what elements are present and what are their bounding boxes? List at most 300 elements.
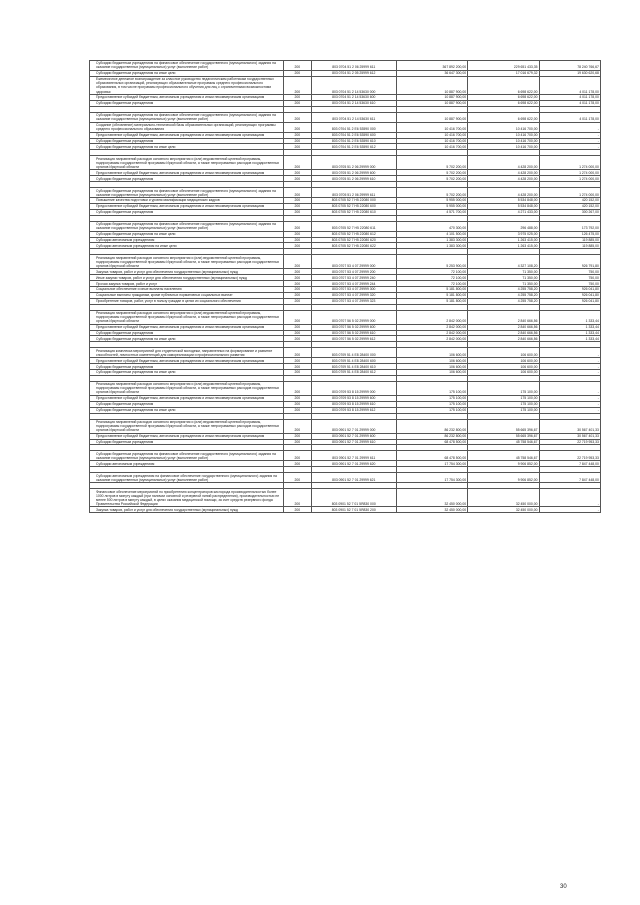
budget-classification-code-cell: 803 0704 51 2 Е6 53590 612 (311, 144, 396, 150)
expense-name-cell: Финансовое обеспечение мероприятий по приобретению концентраторов кислорода производительностью более 1000 литров в минуту каждый (при наличии основной и резервной линий распределения), производительностью не менее 500 литров в минуту каждый, в целях оказания медицинской помощи, за счет средств резервного фонда Правительства Российской Федерации (90, 489, 284, 507)
budget-classification-code-cell: 803 0709 53 8 15 29999 000 (311, 381, 396, 395)
expense-name-cell: Субсидии автономным учреждениям на финансовое обеспечение государственного (муниципального) задания на оказание государственных (муниципальных) услуг (выполнение работ) (90, 473, 284, 483)
line-code-cell: 200 (284, 330, 311, 336)
approved-appropriations-cell: 5 702 200,00 (396, 176, 467, 182)
approved-appropriations-cell: 10 887 900,00 (396, 112, 467, 122)
approved-appropriations-cell: 470 300,00 (396, 221, 467, 231)
line-code-cell: 200 (284, 243, 311, 249)
unexecuted-appropriations-cell: 78 240 766,67 (539, 61, 600, 71)
expense-name-cell: Субсидии автономным учреждениям на иные цели (90, 243, 284, 249)
line-code-cell: 200 (284, 336, 311, 342)
line-code-cell: 200 (284, 310, 311, 324)
line-code-cell: 200 (284, 364, 311, 370)
expense-name-cell: Субсидии бюджетным учреждениям (90, 330, 284, 336)
expense-name-cell: Субсидии автономным учреждениям (90, 461, 284, 467)
budget-classification-code-cell: 803 0901 52 7 01 29999 600 (311, 433, 396, 439)
table-row (90, 381, 601, 395)
executed-amount-cell: 4 255 758,20 (468, 287, 539, 293)
executed-amount-cell: 4 428 200,00 (468, 188, 539, 198)
line-code-cell: 200 (284, 281, 311, 287)
budget-classification-code-cell: 803 0901 52 7 01 5Я830 200 (311, 507, 396, 513)
table-row (90, 156, 601, 170)
budget-classification-code-cell: 803 0709 51 4 Е8 28400 000 (311, 348, 396, 358)
unexecuted-appropriations-cell: 4 011 178,00 (539, 76, 600, 94)
unexecuted-appropriations-cell: - (539, 489, 600, 507)
approved-appropriations-cell: 5 955 000,00 (396, 203, 467, 209)
executed-amount-cell: 4 428 200,00 (468, 156, 539, 170)
unexecuted-appropriations-cell: 1 274 000,00 (539, 188, 600, 198)
budget-classification-code-cell: 803 0705 52 7 Н5 22080 620 (311, 237, 396, 243)
approved-appropriations-cell: 5 702 200,00 (396, 170, 467, 176)
unexecuted-appropriations-cell: 750,00 (539, 269, 600, 275)
approved-appropriations-cell: 17 754 300,00 (396, 473, 467, 483)
budget-classification-code-cell: 803 0704 51 2 14 53630 000 (311, 76, 396, 94)
unexecuted-appropriations-cell: 1 333,44 (539, 324, 600, 330)
unexecuted-appropriations-cell: 750,00 (539, 275, 600, 281)
line-code-cell: 200 (284, 70, 311, 76)
approved-appropriations-cell: 2 842 000,00 (396, 310, 467, 324)
unexecuted-appropriations-cell: 420 152,00 (539, 203, 600, 209)
approved-appropriations-cell: 10 887 900,00 (396, 76, 467, 94)
expense-name-cell: Реализация направлений расходов основного мероприятия и (или) ведомственной целевой программы, подпрограммы государственной программы Иркутской области, а также непрограммных расходов государственных органов Иркутской области (90, 310, 284, 324)
line-code-cell: 200 (284, 221, 311, 231)
approved-appropriations-cell: 10 887 900,00 (396, 95, 467, 101)
budget-classification-code-cell: 803 0707 56 5 02 29999 612 (311, 336, 396, 342)
executed-amount-cell: 32 450 000,00 (468, 507, 539, 513)
approved-appropriations-cell: 106 600,00 (396, 358, 467, 364)
expense-name-cell: Субсидии бюджетным учреждениям на иные цели (90, 336, 284, 342)
budget-classification-code-cell: 803 0707 56 5 02 29999 600 (311, 324, 396, 330)
approved-appropriations-cell: 2 842 000,00 (396, 330, 467, 336)
table-row (90, 122, 601, 132)
approved-appropriations-cell: 10 887 900,00 (396, 100, 467, 106)
budget-classification-code-cell: 803 0704 51 2 14 53630 610 (311, 100, 396, 106)
expense-name-cell: Субсидии бюджетным учреждениям (90, 439, 284, 445)
unexecuted-appropriations-cell: - (539, 370, 600, 376)
approved-appropriations-cell: 32 450 000,00 (396, 507, 467, 513)
line-code-cell: 200 (284, 275, 311, 281)
approved-appropriations-cell: 86 232 800,00 (396, 419, 467, 433)
line-code-cell: 200 (284, 439, 311, 445)
expense-name-cell: Предоставление субсидий бюджетным, автономным учреждениям и иным некоммерческим организациям (90, 358, 284, 364)
line-code-cell: 200 (284, 198, 311, 204)
unexecuted-appropriations-cell: 4 011 178,00 (539, 112, 600, 122)
unexecuted-appropriations-cell: 1 274 000,00 (539, 170, 600, 176)
table-row (90, 489, 601, 507)
executed-amount-cell: 1 263 415,00 (468, 237, 539, 243)
table-body (90, 61, 601, 513)
unexecuted-appropriations-cell: 30 567 401,33 (539, 433, 600, 439)
executed-amount-cell: 45 758 546,67 (468, 451, 539, 461)
line-code-cell: 200 (284, 473, 311, 483)
expense-name-cell: Реализация направлений расходов основного мероприятия и (или) ведомственной целевой программы, подпрограммы государственной программы Иркутской области, а также непрограммных расходов государственных органов Иркутской области (90, 419, 284, 433)
executed-amount-cell: 9 906 852,00 (468, 473, 539, 483)
budget-classification-code-cell: 803 0707 53 4 07 29999 000 (311, 255, 396, 269)
expense-name-cell: Ежемесячное денежное вознаграждение за классное руководство педагогическим работникам государственных образовательных организаций, реализующих образовательные программы среднего профессионального образования, в том числе программы профессионального обучения для лиц с ограниченными возможностями здоровья (90, 76, 284, 94)
line-code-cell: 200 (284, 370, 311, 376)
unexecuted-appropriations-cell: 926 041,80 (539, 287, 600, 293)
unexecuted-appropriations-cell: 1 274 000,00 (539, 156, 600, 170)
unexecuted-appropriations-cell: - (539, 381, 600, 395)
approved-appropriations-cell: 175 100,00 (396, 395, 467, 401)
expense-name-cell: Предоставление субсидий бюджетным, автономным учреждениям и иным некоммерческим организациям (90, 324, 284, 330)
unexecuted-appropriations-cell: 420 152,00 (539, 198, 600, 204)
executed-amount-cell: 3 975 025,00 (468, 231, 539, 237)
line-code-cell: 200 (284, 287, 311, 293)
expense-name-cell: Субсидии бюджетным учреждениям на финансовое обеспечение государственного (муниципального) задания на оказание государственных (муниципальных) услуг (выполнение работ) (90, 112, 284, 122)
approved-appropriations-cell: 72 100,00 (396, 281, 467, 287)
executed-amount-cell: 175 100,00 (468, 381, 539, 395)
expense-name-cell: Закупка товаров, работ и услуг для обеспечения государственных (муниципальных) нужд (90, 507, 284, 513)
unexecuted-appropriations-cell: - (539, 401, 600, 407)
line-code-cell: 200 (284, 324, 311, 330)
unexecuted-appropriations-cell: - (539, 138, 600, 144)
approved-appropriations-cell: 10 416 700,00 (396, 122, 467, 132)
executed-amount-cell: 106 600,00 (468, 358, 539, 364)
executed-amount-cell: 32 450 000,00 (468, 489, 539, 507)
unexecuted-appropriations-cell: 7 847 448,00 (539, 473, 600, 483)
approved-appropriations-cell: 72 100,00 (396, 275, 467, 281)
approved-appropriations-cell: 5 702 200,00 (396, 188, 467, 198)
line-code-cell: 200 (284, 132, 311, 138)
expense-name-cell: Субсидии бюджетным учреждениям (90, 364, 284, 370)
unexecuted-appropriations-cell: 19 630 620,68 (539, 70, 600, 76)
table-row (90, 255, 601, 269)
executed-amount-cell: 5 534 848,00 (468, 203, 539, 209)
executed-amount-cell: 2 840 666,56 (468, 324, 539, 330)
unexecuted-appropriations-cell: 300 267,00 (539, 209, 600, 215)
expense-name-cell: Закупка товаров, работ и услуг для обеспечения государственных (муниципальных) нужд (90, 269, 284, 275)
unexecuted-appropriations-cell: 4 011 178,00 (539, 95, 600, 101)
executed-amount-cell: 4 428 200,00 (468, 170, 539, 176)
expense-name-cell: Прочая закупка товаров, работ и услуг (90, 281, 284, 287)
unexecuted-appropriations-cell: - (539, 348, 600, 358)
executed-amount-cell: 106 600,00 (468, 348, 539, 358)
expense-name-cell: Субсидии бюджетным учреждениям (90, 138, 284, 144)
budget-classification-code-cell: 803 0707 53 4 07 29999 200 (311, 269, 396, 275)
line-code-cell: 200 (284, 401, 311, 407)
approved-appropriations-cell: 5 955 000,00 (396, 198, 467, 204)
executed-amount-cell: 71 350,00 (468, 281, 539, 287)
executed-amount-cell: 4 255 758,20 (468, 292, 539, 298)
budget-classification-code-cell: 803 0707 53 4 07 29999 320 (311, 292, 396, 298)
budget-classification-code-cell: 803 0709 53 8 15 29999 612 (311, 407, 396, 413)
expense-name-cell: Реализация комплекса мероприятий для студенческой молодежи, направленных на формирование и развитие способностей, личностных компетенций для самореализации и профессионального развития (90, 348, 284, 358)
executed-amount-cell: 175 100,00 (468, 407, 539, 413)
table-row (90, 473, 601, 483)
line-code-cell: 200 (284, 381, 311, 395)
line-code-cell: 200 (284, 395, 311, 401)
line-code-cell: 200 (284, 95, 311, 101)
budget-classification-code-cell: 803 0707 53 4 07 29999 323 (311, 298, 396, 304)
unexecuted-appropriations-cell: - (539, 364, 600, 370)
line-code-cell: 200 (284, 489, 311, 507)
budget-classification-code-cell: 803 0709 51 4 Е8 28400 600 (311, 358, 396, 364)
table-row (90, 310, 601, 324)
budget-classification-code-cell: 803 0705 52 7 Н5 22080 600 (311, 203, 396, 209)
unexecuted-appropriations-cell: - (539, 507, 600, 513)
executed-amount-cell: 4 271 433,00 (468, 209, 539, 215)
unexecuted-appropriations-cell: 22 719 953,33 (539, 451, 600, 461)
approved-appropriations-cell: 10 416 700,00 (396, 138, 467, 144)
expense-name-cell: Субсидии бюджетным учреждениям (90, 209, 284, 215)
line-code-cell: 200 (284, 112, 311, 122)
approved-appropriations-cell: 175 100,00 (396, 401, 467, 407)
budget-classification-code-cell: 803 0901 52 7 01 29999 000 (311, 419, 396, 433)
executed-amount-cell: 175 100,00 (468, 401, 539, 407)
expense-name-cell: Предоставление субсидий бюджетным, автономным учреждениям и иным некоммерческим организациям (90, 433, 284, 439)
budget-classification-code-cell: 803 0901 52 7 01 29999 611 (311, 451, 396, 461)
budget-classification-code-cell: 803 0705 51 2 06 29999 000 (311, 156, 396, 170)
budget-classification-code-cell: 803 0709 51 4 Е8 28400 612 (311, 370, 396, 376)
approved-appropriations-cell: 68 478 500,00 (396, 439, 467, 445)
unexecuted-appropriations-cell: 22 719 953,33 (539, 439, 600, 445)
line-code-cell: 200 (284, 348, 311, 358)
approved-appropriations-cell: 4 571 700,00 (396, 209, 467, 215)
expense-name-cell: Повышение качества подготовки и уровня квалификации медицинских кадров (90, 198, 284, 204)
budget-classification-code-cell: 803 0705 52 7 Н5 22080 622 (311, 243, 396, 249)
approved-appropriations-cell: 1 383 300,00 (396, 243, 467, 249)
unexecuted-appropriations-cell: 126 475,00 (539, 231, 600, 237)
line-code-cell: 200 (284, 358, 311, 364)
unexecuted-appropriations-cell: 119 885,00 (539, 243, 600, 249)
expense-name-cell: Предоставление субсидий бюджетным, автономным учреждениям и иным некоммерческим организациям (90, 395, 284, 401)
budget-classification-code-cell: 803 0709 53 8 15 29999 610 (311, 401, 396, 407)
line-code-cell: 200 (284, 269, 311, 275)
executed-amount-cell: 5 534 848,00 (468, 198, 539, 204)
budget-report-sheet (89, 60, 599, 513)
expense-name-cell: Предоставление субсидий бюджетным, автономным учреждениям и иным некоммерческим организациям (90, 95, 284, 101)
executed-amount-cell: 2 840 666,56 (468, 310, 539, 324)
approved-appropriations-cell: 5 702 200,00 (396, 156, 467, 170)
budget-classification-code-cell: 803 0709 53 8 15 29999 600 (311, 395, 396, 401)
line-code-cell: 200 (284, 100, 311, 106)
line-code-cell: 200 (284, 209, 311, 215)
expense-name-cell: Субсидии бюджетным учреждениям на финансовое обеспечение государственного (муниципального) задания на оказание государственных (муниципальных) услуг (выполнение работ) (90, 61, 284, 71)
table-row (90, 76, 601, 94)
expense-name-cell: Субсидии бюджетным учреждениям на финансовое обеспечение государственного (муниципального) задания на оказание государственных (муниципальных) услуг (выполнение работ) (90, 221, 284, 231)
page-number: 30 (560, 884, 567, 890)
approved-appropriations-cell: 175 100,00 (396, 381, 467, 395)
approved-appropriations-cell: 2 842 000,00 (396, 336, 467, 342)
expense-name-cell: Субсидии бюджетным учреждениям на финансовое обеспечение государственного (муниципального) задания на оказание государственных (муниципальных) услуг (выполнение работ) (90, 451, 284, 461)
line-code-cell: 200 (284, 292, 311, 298)
unexecuted-appropriations-cell: 30 567 401,33 (539, 419, 600, 433)
executed-amount-cell: 10 416 700,00 (468, 132, 539, 138)
budget-classification-code-cell: 803 0901 52 7 01 29999 620 (311, 461, 396, 467)
executed-amount-cell: 296 488,00 (468, 221, 539, 231)
unexecuted-appropriations-cell: 1 274 000,00 (539, 176, 600, 182)
expense-name-cell: Предоставление субсидий бюджетным, автономным учреждениям и иным некоммерческим организациям (90, 132, 284, 138)
executed-amount-cell: 55 665 396,67 (468, 433, 539, 439)
approved-appropriations-cell: 72 100,00 (396, 269, 467, 275)
budget-classification-code-cell: 803 0705 51 2 06 29999 600 (311, 170, 396, 176)
line-code-cell: 200 (284, 203, 311, 209)
line-code-cell: 200 (284, 507, 311, 513)
line-code-cell: 200 (284, 255, 311, 269)
executed-amount-cell: 4 255 758,20 (468, 298, 539, 304)
budget-classification-code-cell: 803 0707 56 5 02 29999 610 (311, 330, 396, 336)
budget-execution-table (89, 60, 601, 513)
approved-appropriations-cell: 5 253 900,00 (396, 255, 467, 269)
expense-name-cell: Субсидии бюджетным учреждениям (90, 100, 284, 106)
line-code-cell: 200 (284, 188, 311, 198)
approved-appropriations-cell: 106 600,00 (396, 364, 467, 370)
approved-appropriations-cell: 5 181 800,00 (396, 298, 467, 304)
budget-classification-code-cell: 803 0705 52 7 Н5 22080 612 (311, 231, 396, 237)
executed-amount-cell: 45 758 546,67 (468, 439, 539, 445)
expense-name-cell: Субсидии бюджетным учреждениям (90, 176, 284, 182)
budget-classification-code-cell: 803 0704 51 2 14 53630 600 (311, 95, 396, 101)
line-code-cell: 200 (284, 231, 311, 237)
approved-appropriations-cell: 106 600,00 (396, 348, 467, 358)
approved-appropriations-cell: 68 478 500,00 (396, 451, 467, 461)
budget-classification-code-cell: 803 0704 51 2 Е6 53590 600 (311, 132, 396, 138)
approved-appropriations-cell: 36 647 300,00 (396, 70, 467, 76)
approved-appropriations-cell: 2 842 000,00 (396, 324, 467, 330)
executed-amount-cell: 10 416 700,00 (468, 122, 539, 132)
approved-appropriations-cell: 106 600,00 (396, 370, 467, 376)
approved-appropriations-cell: 5 181 800,00 (396, 292, 467, 298)
expense-name-cell: Приобретение товаров, работ, услуг в пользу граждан в целях их социального обеспечения (90, 298, 284, 304)
unexecuted-appropriations-cell: 926 041,80 (539, 292, 600, 298)
unexecuted-appropriations-cell: 1 333,44 (539, 310, 600, 324)
approved-appropriations-cell: 10 416 700,00 (396, 144, 467, 150)
expense-name-cell: Субсидии бюджетным учреждениям на иные цели (90, 407, 284, 413)
unexecuted-appropriations-cell: 1 333,44 (539, 336, 600, 342)
executed-amount-cell: 2 840 666,56 (468, 336, 539, 342)
budget-classification-code-cell: 803 0704 51 2 06 25999 611 (311, 61, 396, 71)
budget-classification-code-cell: 803 0704 51 2 Е6 53590 610 (311, 138, 396, 144)
unexecuted-appropriations-cell: - (539, 407, 600, 413)
budget-classification-code-cell: 803 0705 51 2 06 29999 610 (311, 176, 396, 182)
executed-amount-cell: 10 416 700,00 (468, 144, 539, 150)
executed-amount-cell: 4 327 108,20 (468, 255, 539, 269)
executed-amount-cell: 10 416 700,00 (468, 138, 539, 144)
approved-appropriations-cell: 10 416 700,00 (396, 132, 467, 138)
executed-amount-cell: 71 350,00 (468, 269, 539, 275)
executed-amount-cell: 71 350,00 (468, 275, 539, 281)
expense-name-cell: Предоставление субсидий бюджетным, автономным учреждениям и иным некоммерческим организациям (90, 203, 284, 209)
executed-amount-cell: 6 698 622,00 (468, 100, 539, 106)
expense-name-cell: Предоставление субсидий бюджетным, автономным учреждениям и иным некоммерческим организациям (90, 170, 284, 176)
executed-amount-cell: 6 698 622,00 (468, 95, 539, 101)
table-row (90, 221, 601, 231)
line-code-cell: 200 (284, 419, 311, 433)
line-code-cell: 200 (284, 176, 311, 182)
expense-name-cell: Иные закупки товаров, работ и услуг для обеспечения государственных (муниципальных) нужд (90, 275, 284, 281)
budget-classification-code-cell: 803 0705 51 2 06 29999 611 (311, 188, 396, 198)
executed-amount-cell: 175 100,00 (468, 395, 539, 401)
unexecuted-appropriations-cell: 926 791,80 (539, 255, 600, 269)
unexecuted-appropriations-cell: 750,00 (539, 281, 600, 287)
budget-classification-code-cell: 803 0707 53 4 07 29999 240 (311, 275, 396, 281)
approved-appropriations-cell: 1 383 300,00 (396, 237, 467, 243)
line-code-cell: 200 (284, 170, 311, 176)
table-row (90, 188, 601, 198)
unexecuted-appropriations-cell: 173 792,00 (539, 221, 600, 231)
budget-classification-code-cell: 803 0901 52 7 01 5Я830 000 (311, 489, 396, 507)
unexecuted-appropriations-cell: - (539, 132, 600, 138)
table-row (90, 112, 601, 122)
budget-classification-code-cell: 803 0707 56 5 02 29999 000 (311, 310, 396, 324)
budget-classification-code-cell: 803 0704 51 2 05 25999 612 (311, 70, 396, 76)
table-row (90, 451, 601, 461)
budget-classification-code-cell: 803 0707 53 4 07 29999 300 (311, 287, 396, 293)
unexecuted-appropriations-cell: - (539, 122, 600, 132)
executed-amount-cell: 2 840 666,56 (468, 330, 539, 336)
approved-appropriations-cell: 5 181 800,00 (396, 287, 467, 293)
line-code-cell: 200 (284, 433, 311, 439)
approved-appropriations-cell: 175 100,00 (396, 407, 467, 413)
line-code-cell: 200 (284, 61, 311, 71)
budget-classification-code-cell: 803 0901 52 7 01 29999 610 (311, 439, 396, 445)
line-code-cell: 200 (284, 156, 311, 170)
executed-amount-cell: 4 428 200,00 (468, 176, 539, 182)
budget-classification-code-cell: 803 0705 52 7 Н5 22080 611 (311, 221, 396, 231)
budget-classification-code-cell: 803 0901 52 7 01 29999 621 (311, 473, 396, 483)
budget-classification-code-cell: 803 0705 52 7 Н5 22080 000 (311, 198, 396, 204)
table-row (90, 348, 601, 358)
expense-name-cell: Субсидии бюджетным учреждениям на иные цели (90, 144, 284, 150)
line-code-cell: 200 (284, 138, 311, 144)
expense-name-cell: Субсидии бюджетным учреждениям (90, 401, 284, 407)
approved-appropriations-cell: 86 232 800,00 (396, 433, 467, 439)
unexecuted-appropriations-cell: 4 011 178,00 (539, 100, 600, 106)
expense-name-cell: Субсидии бюджетным учреждениям на иные цели (90, 370, 284, 376)
budget-classification-code-cell: 803 0704 51 2 Е6 53590 000 (311, 122, 396, 132)
line-code-cell: 200 (284, 144, 311, 150)
budget-classification-code-cell: 803 0704 51 2 14 53630 611 (311, 112, 396, 122)
line-code-cell: 200 (284, 298, 311, 304)
executed-amount-cell: 9 906 852,00 (468, 461, 539, 467)
executed-amount-cell: 6 698 622,00 (468, 76, 539, 94)
line-code-cell: 200 (284, 76, 311, 94)
expense-name-cell: Социальные выплаты гражданам, кроме публичных нормативных социальных выплат (90, 292, 284, 298)
line-code-cell: 200 (284, 122, 311, 132)
executed-amount-cell: 106 600,00 (468, 370, 539, 376)
line-code-cell: 200 (284, 407, 311, 413)
approved-appropriations-cell: 4 101 500,00 (396, 231, 467, 237)
table-row (90, 61, 601, 71)
unexecuted-appropriations-cell: - (539, 144, 600, 150)
executed-amount-cell: 6 698 622,00 (468, 112, 539, 122)
executed-amount-cell: 1 263 415,00 (468, 243, 539, 249)
expense-name-cell: Создание (обновление) материально-технической базы образовательных организаций, реализующих программы среднего профессионального образования (90, 122, 284, 132)
table-row (90, 507, 601, 513)
line-code-cell: 200 (284, 237, 311, 243)
unexecuted-appropriations-cell: 7 847 448,00 (539, 461, 600, 467)
unexecuted-appropriations-cell: 926 041,80 (539, 298, 600, 304)
budget-classification-code-cell: 803 0705 52 7 Н5 22080 610 (311, 209, 396, 215)
unexecuted-appropriations-cell: 119 885,00 (539, 237, 600, 243)
approved-appropriations-cell: 367 892 200,00 (396, 61, 467, 71)
table-row (90, 419, 601, 433)
expense-name-cell: Реализация направлений расходов основного мероприятия и (или) ведомственной целевой программы, подпрограммы государственной программы Иркутской области, а также непрограммных расходов государственных органов Иркутской области (90, 255, 284, 269)
budget-classification-code-cell: 803 0707 53 4 07 29999 244 (311, 281, 396, 287)
expense-name-cell: Реализация направлений расходов основного мероприятия и (или) ведомственной целевой программы, подпрограммы государственной программы Иркутской области, а также непрограммных расходов государственных органов Иркутской области (90, 156, 284, 170)
unexecuted-appropriations-cell: 1 333,44 (539, 330, 600, 336)
expense-name-cell: Субсидии бюджетным учреждениям на иные цели (90, 70, 284, 76)
executed-amount-cell: 229 651 433,35 (468, 61, 539, 71)
expense-name-cell: Субсидии бюджетным учреждениям на иные цели (90, 231, 284, 237)
line-code-cell: 200 (284, 461, 311, 467)
approved-appropriations-cell: 17 754 300,00 (396, 461, 467, 467)
budget-classification-code-cell: 803 0709 51 4 Е8 28400 610 (311, 364, 396, 370)
unexecuted-appropriations-cell: - (539, 395, 600, 401)
executed-amount-cell: 106 600,00 (468, 364, 539, 370)
executed-amount-cell: 55 665 396,67 (468, 419, 539, 433)
